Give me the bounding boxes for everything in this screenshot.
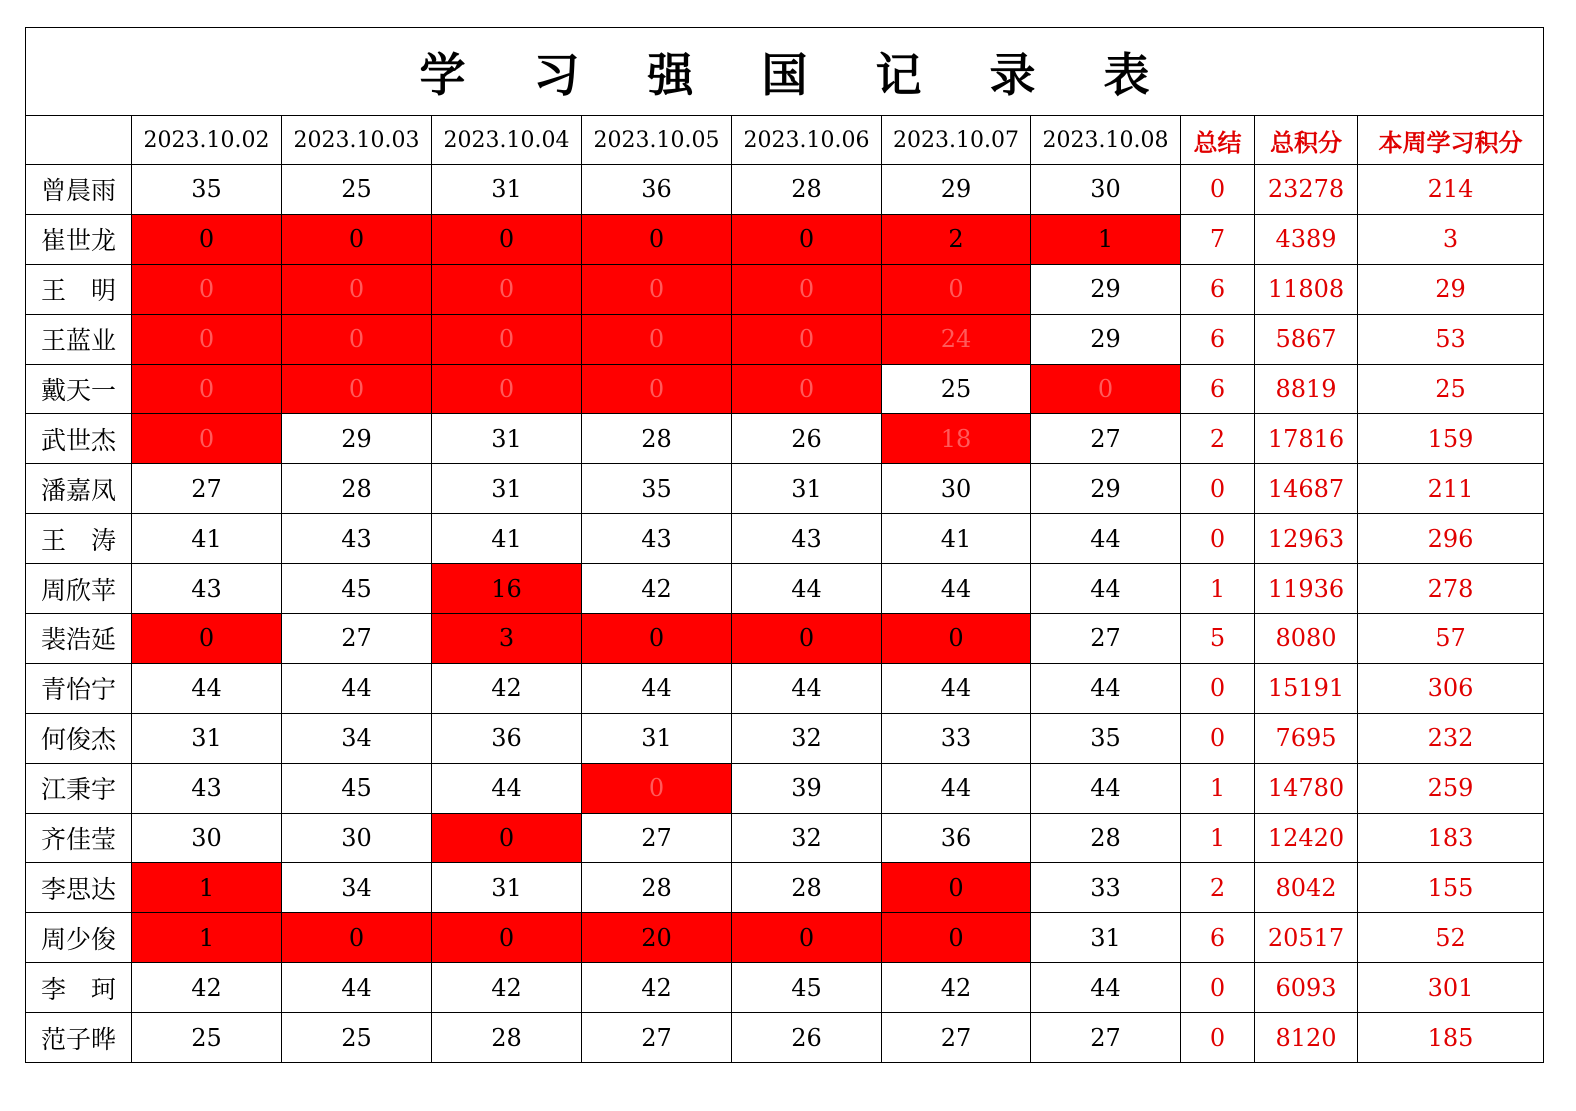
day-score-cell: 0 bbox=[132, 614, 282, 664]
week-score-cell: 185 bbox=[1358, 1013, 1544, 1063]
day-score-cell: 44 bbox=[1031, 663, 1181, 713]
week-score-cell: 57 bbox=[1358, 614, 1544, 664]
day-score-cell: 30 bbox=[282, 813, 432, 863]
table-row bbox=[26, 713, 1544, 763]
table-row bbox=[26, 763, 1544, 813]
table-row bbox=[26, 963, 1544, 1013]
week-score-cell: 211 bbox=[1358, 464, 1544, 514]
day-score-cell: 35 bbox=[132, 165, 282, 215]
day-score-cell: 1 bbox=[132, 863, 282, 913]
summary-cell: 6 bbox=[1181, 264, 1255, 314]
day-score-cell: 31 bbox=[432, 863, 582, 913]
day-score-cell: 44 bbox=[882, 564, 1031, 614]
day-score-cell: 32 bbox=[732, 713, 882, 763]
day-score-cell: 36 bbox=[882, 813, 1031, 863]
total-score-cell: 20517 bbox=[1255, 913, 1358, 963]
total-score-cell: 8042 bbox=[1255, 863, 1358, 913]
day-score-cell: 0 bbox=[732, 614, 882, 664]
day-score-cell: 27 bbox=[1031, 1013, 1181, 1063]
day-score-cell: 29 bbox=[882, 165, 1031, 215]
week-score-cell: 52 bbox=[1358, 913, 1544, 963]
day-score-cell: 0 bbox=[132, 414, 282, 464]
table-row bbox=[26, 165, 1544, 215]
total-score-cell: 17816 bbox=[1255, 414, 1358, 464]
total-score-cell: 8120 bbox=[1255, 1013, 1358, 1063]
week-score-cell: 306 bbox=[1358, 663, 1544, 713]
student-name: 戴天一 bbox=[26, 364, 132, 414]
day-score-cell: 0 bbox=[432, 913, 582, 963]
day-score-cell: 18 bbox=[882, 414, 1031, 464]
day-score-cell: 28 bbox=[732, 165, 882, 215]
day-score-cell: 0 bbox=[132, 264, 282, 314]
day-score-cell: 27 bbox=[582, 1013, 732, 1063]
day-score-cell: 25 bbox=[282, 165, 432, 215]
week-score-cell: 3 bbox=[1358, 214, 1544, 264]
week-score-cell: 296 bbox=[1358, 514, 1544, 564]
day-score-cell: 42 bbox=[882, 963, 1031, 1013]
day-score-cell: 33 bbox=[1031, 863, 1181, 913]
day-score-cell: 0 bbox=[882, 863, 1031, 913]
day-score-cell: 29 bbox=[1031, 264, 1181, 314]
day-score-cell: 31 bbox=[132, 713, 282, 763]
day-score-cell: 30 bbox=[1031, 165, 1181, 215]
day-score-cell: 44 bbox=[1031, 564, 1181, 614]
header-date-5: 2023.10.06 bbox=[732, 116, 882, 165]
summary-cell: 0 bbox=[1181, 663, 1255, 713]
day-score-cell: 0 bbox=[582, 264, 732, 314]
day-score-cell: 0 bbox=[432, 214, 582, 264]
summary-cell: 0 bbox=[1181, 963, 1255, 1013]
day-score-cell: 34 bbox=[282, 713, 432, 763]
day-score-cell: 28 bbox=[582, 414, 732, 464]
header-name-cell bbox=[26, 116, 132, 165]
day-score-cell: 43 bbox=[582, 514, 732, 564]
day-score-cell: 44 bbox=[1031, 963, 1181, 1013]
total-score-cell: 23278 bbox=[1255, 165, 1358, 215]
day-score-cell: 39 bbox=[732, 763, 882, 813]
student-name: 潘嘉凤 bbox=[26, 464, 132, 514]
day-score-cell: 26 bbox=[732, 1013, 882, 1063]
day-score-cell: 0 bbox=[582, 314, 732, 364]
day-score-cell: 28 bbox=[282, 464, 432, 514]
day-score-cell: 27 bbox=[1031, 414, 1181, 464]
day-score-cell: 34 bbox=[282, 863, 432, 913]
day-score-cell: 0 bbox=[732, 214, 882, 264]
day-score-cell: 0 bbox=[882, 264, 1031, 314]
total-score-cell: 7695 bbox=[1255, 713, 1358, 763]
summary-cell: 0 bbox=[1181, 165, 1255, 215]
header-date-7: 2023.10.08 bbox=[1031, 116, 1181, 165]
summary-cell: 1 bbox=[1181, 763, 1255, 813]
day-score-cell: 30 bbox=[132, 813, 282, 863]
total-score-cell: 4389 bbox=[1255, 214, 1358, 264]
total-score-cell: 12963 bbox=[1255, 514, 1358, 564]
summary-cell: 7 bbox=[1181, 214, 1255, 264]
day-score-cell: 25 bbox=[132, 1013, 282, 1063]
day-score-cell: 44 bbox=[732, 663, 882, 713]
student-name: 王 涛 bbox=[26, 514, 132, 564]
total-score-cell: 14780 bbox=[1255, 763, 1358, 813]
summary-cell: 2 bbox=[1181, 863, 1255, 913]
record-table bbox=[25, 27, 1544, 1063]
day-score-cell: 0 bbox=[432, 813, 582, 863]
total-score-cell: 11936 bbox=[1255, 564, 1358, 614]
day-score-cell: 2 bbox=[882, 214, 1031, 264]
day-score-cell: 1 bbox=[132, 913, 282, 963]
table-row bbox=[26, 863, 1544, 913]
day-score-cell: 0 bbox=[282, 314, 432, 364]
day-score-cell: 24 bbox=[882, 314, 1031, 364]
day-score-cell: 20 bbox=[582, 913, 732, 963]
day-score-cell: 0 bbox=[132, 314, 282, 364]
day-score-cell: 28 bbox=[732, 863, 882, 913]
total-score-cell: 8819 bbox=[1255, 364, 1358, 414]
day-score-cell: 41 bbox=[132, 514, 282, 564]
table-row bbox=[26, 1013, 1544, 1063]
day-score-cell: 26 bbox=[732, 414, 882, 464]
day-score-cell: 0 bbox=[132, 364, 282, 414]
student-name: 曾晨雨 bbox=[26, 165, 132, 215]
day-score-cell: 41 bbox=[882, 514, 1031, 564]
sheet-title: 学 习 强 国 记 录 表 bbox=[26, 28, 1544, 116]
week-score-cell: 214 bbox=[1358, 165, 1544, 215]
day-score-cell: 25 bbox=[882, 364, 1031, 414]
day-score-cell: 27 bbox=[282, 614, 432, 664]
total-score-cell: 5867 bbox=[1255, 314, 1358, 364]
summary-cell: 6 bbox=[1181, 314, 1255, 364]
table-row bbox=[26, 264, 1544, 314]
week-score-cell: 301 bbox=[1358, 963, 1544, 1013]
total-score-cell: 14687 bbox=[1255, 464, 1358, 514]
total-score-cell: 11808 bbox=[1255, 264, 1358, 314]
header-date-1: 2023.10.02 bbox=[132, 116, 282, 165]
day-score-cell: 43 bbox=[732, 514, 882, 564]
day-score-cell: 1 bbox=[1031, 214, 1181, 264]
table-row bbox=[26, 813, 1544, 863]
day-score-cell: 44 bbox=[432, 763, 582, 813]
day-score-cell: 27 bbox=[132, 464, 282, 514]
student-name: 王蓝业 bbox=[26, 314, 132, 364]
total-score-cell: 6093 bbox=[1255, 963, 1358, 1013]
day-score-cell: 0 bbox=[282, 214, 432, 264]
day-score-cell: 29 bbox=[282, 414, 432, 464]
day-score-cell: 31 bbox=[432, 464, 582, 514]
day-score-cell: 28 bbox=[432, 1013, 582, 1063]
total-score-cell: 12420 bbox=[1255, 813, 1358, 863]
day-score-cell: 31 bbox=[732, 464, 882, 514]
day-score-cell: 33 bbox=[882, 713, 1031, 763]
summary-cell: 0 bbox=[1181, 1013, 1255, 1063]
student-name: 周少俊 bbox=[26, 913, 132, 963]
summary-cell: 1 bbox=[1181, 813, 1255, 863]
day-score-cell: 44 bbox=[582, 663, 732, 713]
student-name: 范子晔 bbox=[26, 1013, 132, 1063]
day-score-cell: 42 bbox=[582, 963, 732, 1013]
day-score-cell: 29 bbox=[1031, 314, 1181, 364]
day-score-cell: 44 bbox=[132, 663, 282, 713]
table-row bbox=[26, 564, 1544, 614]
day-score-cell: 0 bbox=[732, 364, 882, 414]
table-row bbox=[26, 364, 1544, 414]
day-score-cell: 0 bbox=[732, 913, 882, 963]
header-total: 总积分 bbox=[1255, 116, 1358, 165]
day-score-cell: 0 bbox=[432, 314, 582, 364]
day-score-cell: 0 bbox=[432, 364, 582, 414]
student-name: 齐佳莹 bbox=[26, 813, 132, 863]
summary-cell: 0 bbox=[1181, 464, 1255, 514]
table-row bbox=[26, 913, 1544, 963]
week-score-cell: 278 bbox=[1358, 564, 1544, 614]
student-name: 何俊杰 bbox=[26, 713, 132, 763]
summary-cell: 2 bbox=[1181, 414, 1255, 464]
summary-cell: 0 bbox=[1181, 713, 1255, 763]
day-score-cell: 31 bbox=[432, 165, 582, 215]
student-name: 裴浩延 bbox=[26, 614, 132, 664]
week-score-cell: 53 bbox=[1358, 314, 1544, 364]
day-score-cell: 45 bbox=[732, 963, 882, 1013]
day-score-cell: 0 bbox=[732, 264, 882, 314]
day-score-cell: 44 bbox=[1031, 514, 1181, 564]
week-score-cell: 159 bbox=[1358, 414, 1544, 464]
day-score-cell: 32 bbox=[732, 813, 882, 863]
day-score-cell: 31 bbox=[432, 414, 582, 464]
day-score-cell: 44 bbox=[882, 663, 1031, 713]
summary-cell: 5 bbox=[1181, 614, 1255, 664]
summary-cell: 6 bbox=[1181, 364, 1255, 414]
summary-cell: 0 bbox=[1181, 514, 1255, 564]
header-date-6: 2023.10.07 bbox=[882, 116, 1031, 165]
student-name: 江秉宇 bbox=[26, 763, 132, 813]
day-score-cell: 27 bbox=[582, 813, 732, 863]
week-score-cell: 25 bbox=[1358, 364, 1544, 414]
student-name: 青怡宁 bbox=[26, 663, 132, 713]
day-score-cell: 0 bbox=[132, 214, 282, 264]
day-score-cell: 16 bbox=[432, 564, 582, 614]
day-score-cell: 42 bbox=[132, 963, 282, 1013]
week-score-cell: 183 bbox=[1358, 813, 1544, 863]
day-score-cell: 42 bbox=[582, 564, 732, 614]
day-score-cell: 44 bbox=[882, 763, 1031, 813]
day-score-cell: 27 bbox=[1031, 614, 1181, 664]
day-score-cell: 44 bbox=[282, 663, 432, 713]
day-score-cell: 0 bbox=[582, 763, 732, 813]
week-score-cell: 29 bbox=[1358, 264, 1544, 314]
day-score-cell: 0 bbox=[582, 364, 732, 414]
header-date-2: 2023.10.03 bbox=[282, 116, 432, 165]
day-score-cell: 0 bbox=[282, 364, 432, 414]
day-score-cell: 36 bbox=[582, 165, 732, 215]
header-row bbox=[26, 116, 1544, 165]
day-score-cell: 43 bbox=[282, 514, 432, 564]
table-row bbox=[26, 663, 1544, 713]
day-score-cell: 31 bbox=[582, 713, 732, 763]
table-row bbox=[26, 514, 1544, 564]
day-score-cell: 27 bbox=[882, 1013, 1031, 1063]
header-summary: 总结 bbox=[1181, 116, 1255, 165]
week-score-cell: 155 bbox=[1358, 863, 1544, 913]
table-row bbox=[26, 214, 1544, 264]
day-score-cell: 44 bbox=[732, 564, 882, 614]
week-score-cell: 259 bbox=[1358, 763, 1544, 813]
student-name: 崔世龙 bbox=[26, 214, 132, 264]
week-score-cell: 232 bbox=[1358, 713, 1544, 763]
summary-cell: 1 bbox=[1181, 564, 1255, 614]
total-score-cell: 8080 bbox=[1255, 614, 1358, 664]
student-name: 王 明 bbox=[26, 264, 132, 314]
day-score-cell: 3 bbox=[432, 614, 582, 664]
day-score-cell: 28 bbox=[1031, 813, 1181, 863]
day-score-cell: 35 bbox=[1031, 713, 1181, 763]
day-score-cell: 0 bbox=[282, 264, 432, 314]
day-score-cell: 28 bbox=[582, 863, 732, 913]
table-row bbox=[26, 414, 1544, 464]
day-score-cell: 44 bbox=[282, 963, 432, 1013]
student-name: 武世杰 bbox=[26, 414, 132, 464]
day-score-cell: 0 bbox=[432, 264, 582, 314]
student-name: 周欣苹 bbox=[26, 564, 132, 614]
day-score-cell: 0 bbox=[882, 614, 1031, 664]
total-score-cell: 15191 bbox=[1255, 663, 1358, 713]
day-score-cell: 43 bbox=[132, 763, 282, 813]
day-score-cell: 42 bbox=[432, 663, 582, 713]
table-row bbox=[26, 614, 1544, 664]
table-row bbox=[26, 314, 1544, 364]
student-name: 李思达 bbox=[26, 863, 132, 913]
header-date-3: 2023.10.04 bbox=[432, 116, 582, 165]
day-score-cell: 0 bbox=[282, 913, 432, 963]
summary-cell: 6 bbox=[1181, 913, 1255, 963]
day-score-cell: 35 bbox=[582, 464, 732, 514]
day-score-cell: 0 bbox=[582, 614, 732, 664]
day-score-cell: 0 bbox=[582, 214, 732, 264]
day-score-cell: 31 bbox=[1031, 913, 1181, 963]
day-score-cell: 0 bbox=[882, 913, 1031, 963]
day-score-cell: 36 bbox=[432, 713, 582, 763]
day-score-cell: 30 bbox=[882, 464, 1031, 514]
day-score-cell: 0 bbox=[1031, 364, 1181, 414]
day-score-cell: 0 bbox=[732, 314, 882, 364]
day-score-cell: 44 bbox=[1031, 763, 1181, 813]
student-name: 李 珂 bbox=[26, 963, 132, 1013]
day-score-cell: 43 bbox=[132, 564, 282, 614]
day-score-cell: 45 bbox=[282, 763, 432, 813]
day-score-cell: 25 bbox=[282, 1013, 432, 1063]
day-score-cell: 29 bbox=[1031, 464, 1181, 514]
day-score-cell: 41 bbox=[432, 514, 582, 564]
day-score-cell: 45 bbox=[282, 564, 432, 614]
header-week: 本周学习积分 bbox=[1358, 116, 1544, 165]
table-row bbox=[26, 464, 1544, 514]
day-score-cell: 42 bbox=[432, 963, 582, 1013]
header-date-4: 2023.10.05 bbox=[582, 116, 732, 165]
